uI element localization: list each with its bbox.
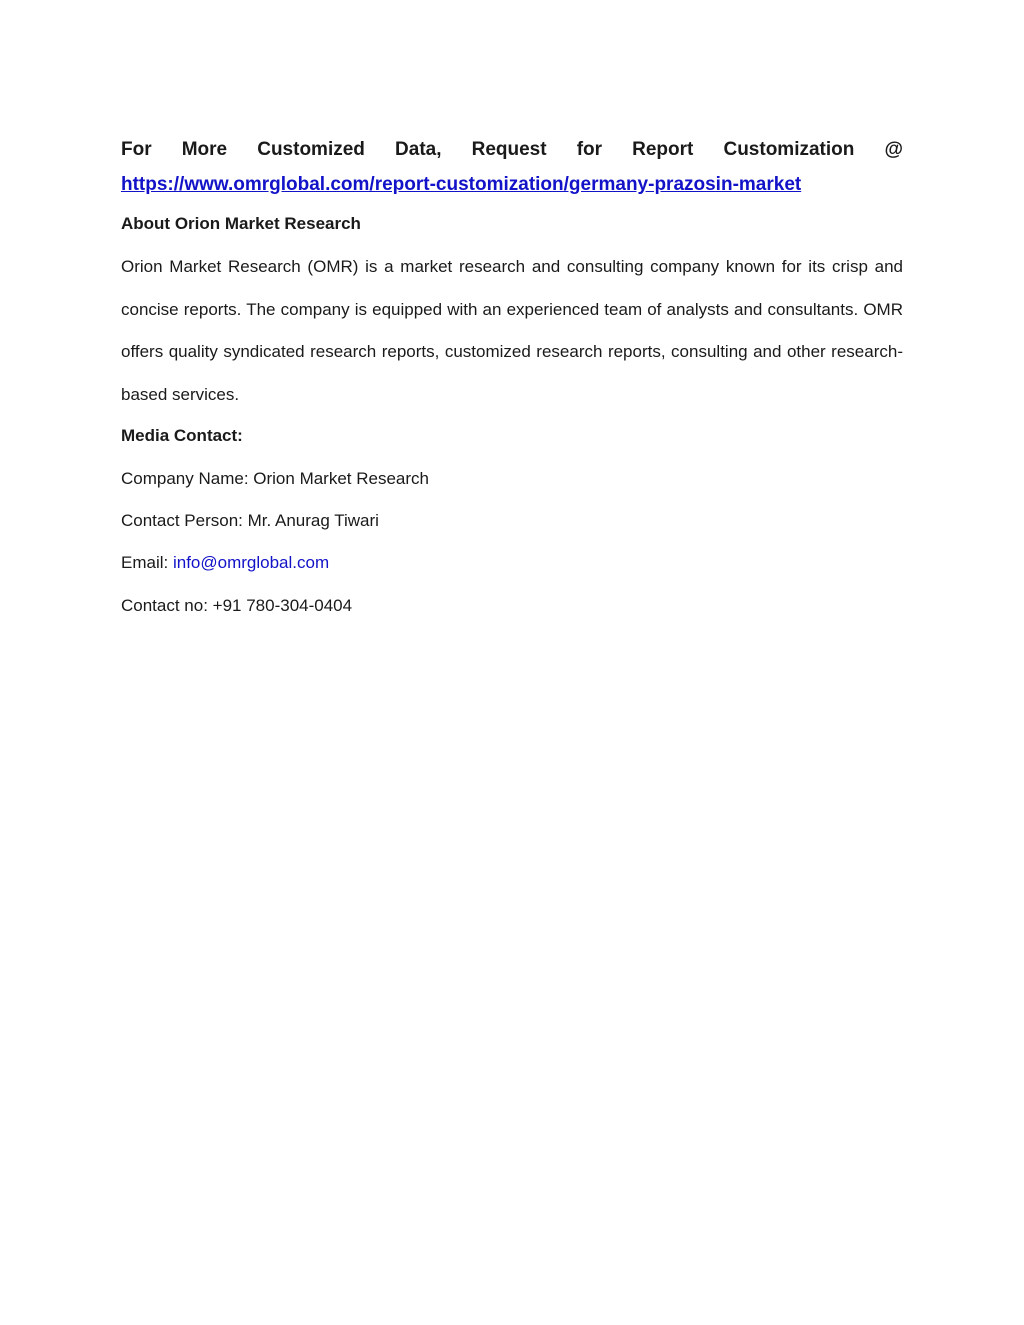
company-name: Company Name: Orion Market Research [121,469,430,488]
callout-word: Customized [257,139,365,160]
callout-word: Customization [723,139,855,160]
callout-text [121,132,903,167]
contact-number: Contact no: +91 780-304-0404 [121,596,353,615]
email-label: Email: [121,553,173,572]
callout-word: For [121,139,152,160]
report-customization-link[interactable]: https://www.omrglobal.com/report-customization/germany-prazosin-market [121,174,802,195]
callout-word: Report [632,139,694,160]
about-paragraph: Orion Market Research (OMR) is a market research and consulting company known for its crisp and concise reports. The company is equipped with an experienced team of analysts and consultants. OMR offers quality syndicated research reports, customized research reports, consulting and other research-based services. [121,257,903,404]
email-line [121,553,329,573]
callout-word: for [576,139,603,160]
customization-callout [121,132,903,202]
contact-person: Contact Person: Mr. Anurag Tiwari [121,511,379,530]
media-contact-heading: Media Contact: [121,426,243,445]
email-link[interactable]: info@omrglobal.com [172,553,330,572]
callout-word: Data, [395,139,442,160]
about-heading: About Orion Market Research [121,214,361,233]
callout-word: Request [471,139,547,160]
callout-word: More [181,139,228,160]
callout-word: @ [884,139,903,160]
